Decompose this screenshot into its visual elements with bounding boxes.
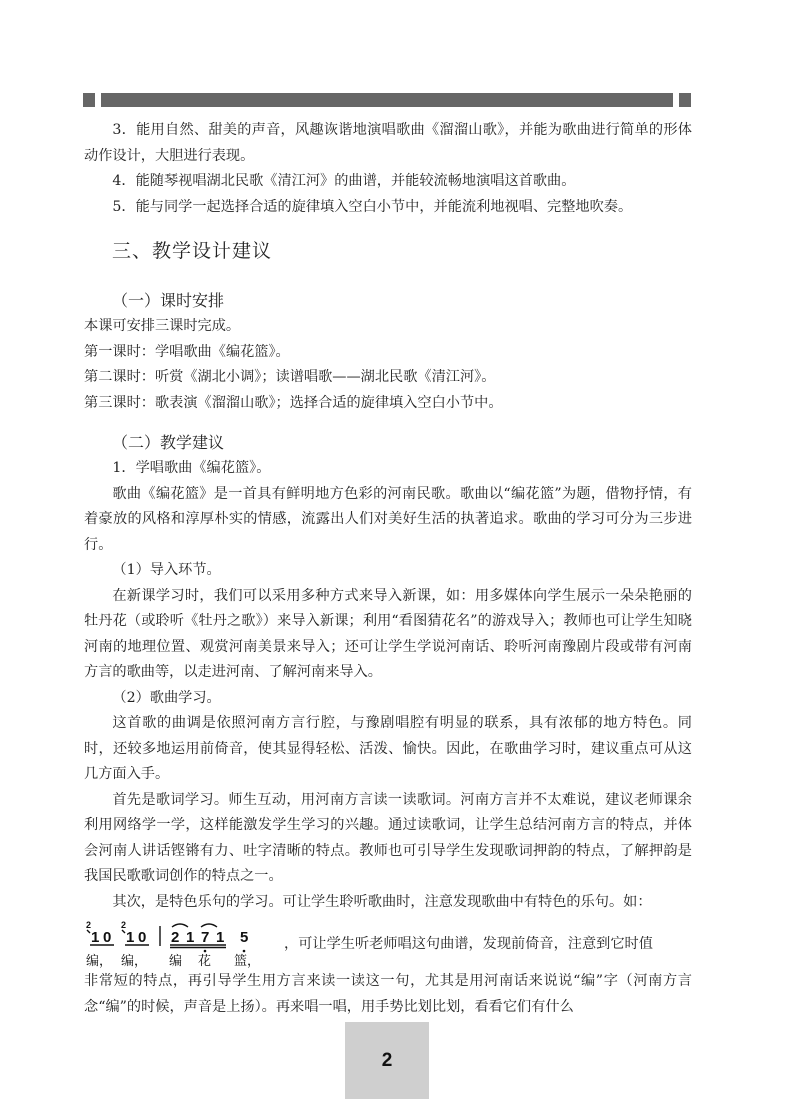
schedule-line: 第一课时：学唱歌曲《编花篮》。	[84, 343, 290, 360]
page-content	[84, 118, 692, 1020]
grace-note: 2	[121, 920, 127, 930]
lyric: 编，	[86, 954, 113, 969]
grace-slur	[87, 930, 90, 933]
paragraph-final: 非常短的特点，再引导学生用方言来读一读这一句，尤其是用河南话来说说“编”字（河南方言念“编”的时候，声音是上扬）。再来唱一唱，用手势比划比划，看看它们有什么	[84, 973, 692, 1015]
paragraph-lyrics: 首先是歌词学习。师生互动，用河南方言读一读歌词。河南方言并不太难说，建议老师课余利用网络学一学，这样能激发学生学习的兴趣。通过读歌词，让学生总结河南方言的特点，并体会河南人讲话铿锵有力、吐字清晰的特点。教师也可引导学生发现歌词押韵的特点，了解押韵是我国民歌歌词创作的特点之一。	[84, 791, 692, 884]
score-note: 1	[126, 929, 135, 946]
score-note: 2	[171, 929, 180, 946]
grace-slur	[122, 930, 125, 933]
paragraph-step1: 在新课学习时，我们可以采用多种方式来导入新课，如：用多媒体向学生展示一朵朵艳丽的牡丹花（或聆听《牡丹之歌》）来导入新课；利用“看图猜花名”的游戏导入；教师也可让学生知晓河南的地理位置、观赏河南美景来导入；还可让学生学说河南话、聆听河南豫剧片段或带有河南方言的歌曲等，以走进河南、了解河南来导入。	[84, 587, 692, 680]
score-note: 0	[138, 929, 147, 946]
lyric: 花	[198, 954, 212, 969]
page-number-box	[345, 1022, 429, 1099]
octave-dot	[204, 950, 207, 953]
lyric: 编，	[121, 954, 148, 969]
lyric: 编	[169, 954, 183, 969]
step-title: （2）歌曲学习。	[112, 689, 221, 706]
subsection-title-schedule: （一）课时安排	[112, 291, 225, 310]
header-bar-main	[101, 93, 673, 107]
header-bar-right-block	[679, 93, 691, 107]
objective-5: 5．能与同学一起选择合适的旋律填入空白小节中，并能流利地视唱、完整地吹奏。	[112, 198, 633, 215]
score-note: 1	[186, 929, 195, 946]
schedule-line: 第三课时：歌表演《溜溜山歌》；选择合适的旋律填入空白小节中。	[84, 394, 503, 411]
slur	[201, 924, 217, 927]
jianpu-score	[84, 919, 274, 969]
paragraph-step2: 这首歌的曲调是依照河南方言行腔，与豫剧唱腔有明显的联系，具有浓郁的地方特色。同时，还较多地运用前倚音，使其显得轻松、活泼、愉快。因此，在歌曲学习时，建议重点可从这几方面入手。	[84, 715, 692, 782]
score-note: 5	[240, 929, 249, 946]
schedule-line: 第二课时：听赏《湖北小调》；读谱唱歌——湖北民歌《清江河》。	[84, 369, 496, 385]
lyric: 篮，	[234, 954, 261, 969]
header-bar	[83, 93, 691, 107]
score-note: 1	[91, 929, 100, 946]
step-title: （1）导入环节。	[112, 562, 221, 578]
item-title: 1．学唱歌曲《编花篮》。	[112, 460, 271, 476]
slur	[172, 924, 188, 927]
objective-3: 3．能用自然、甜美的声音，风趣诙谐地演唱歌曲《溜溜山歌》，并能为歌曲进行简单的形体动作设计，大胆进行表现。	[84, 122, 692, 164]
score-note: 0	[103, 929, 112, 946]
header-bar-left-block	[83, 93, 95, 107]
score-note: 7	[201, 929, 210, 946]
octave-dot	[243, 950, 246, 953]
paragraph-intro: 歌曲《编花篮》是一首具有鲜明地方色彩的河南民歌。歌曲以“编花篮”为题，借物抒情，有着豪放的风格和淳厚朴实的情感，流露出人们对美好生活的执著追求。歌曲的学习可分为三步进行。	[84, 485, 692, 553]
music-score-row	[84, 919, 692, 969]
score-follow-text: ，可让学生听老师唱这句曲谱，发现前倚音，注意到它时值	[284, 936, 653, 952]
page-number: 2	[381, 1049, 393, 1071]
objective-4: 4．能随琴视唱湖北民歌《清江河》的曲谱，并能较流畅地演唱这首歌曲。	[112, 173, 576, 189]
score-note: 1	[216, 929, 225, 946]
grace-note: 2	[86, 920, 92, 930]
paragraph-phrase: 其次，是特色乐句的学习。可让学生聆听歌曲时，注意发现歌曲中有特色的乐句。如：	[112, 893, 652, 910]
subsection-title-suggestions: （二）教学建议	[112, 433, 225, 452]
schedule-line: 本课可安排三课时完成。	[84, 318, 241, 334]
section-title: 三、教学设计建议	[112, 240, 273, 262]
